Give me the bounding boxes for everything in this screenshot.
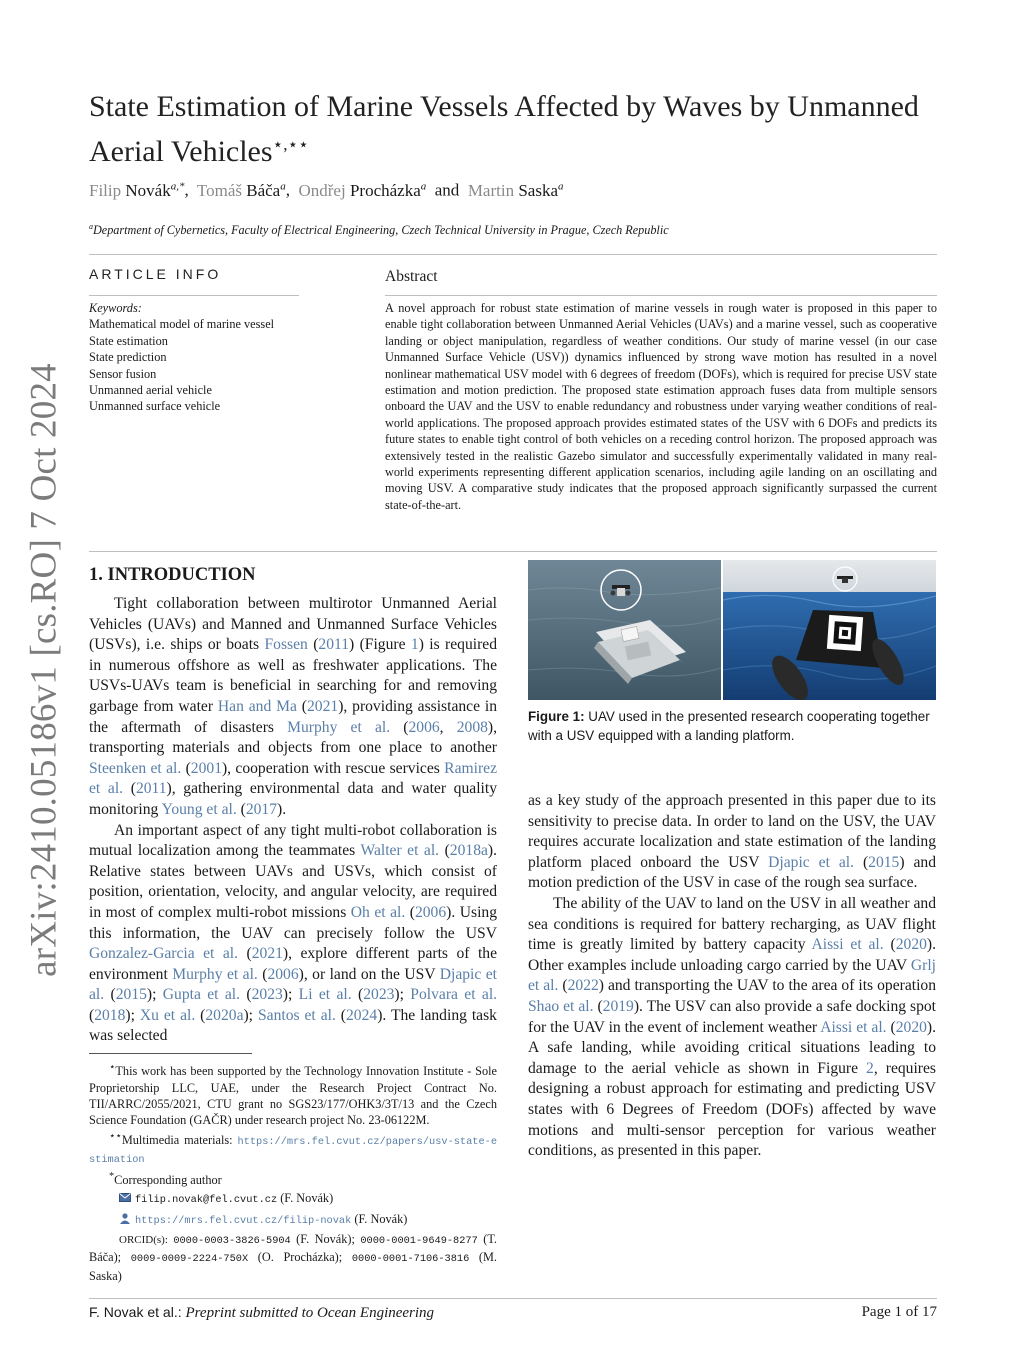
email-line: filip.novak@fel.cvut.cz (F. Novák): [89, 1190, 497, 1208]
paper-title: [89, 88, 949, 171]
citation-link[interactable]: 2006: [267, 965, 299, 983]
paragraph: as a key study of the approach presented in this paper due to its sensitivity to precise data. In order to land on the USV, the UAV requires accurate localization and state estimation of the landing platform placed onboard the USV Djapic et al. (2015) and motion prediction of the USV in case of the rough sea surface.: [528, 792, 936, 892]
keyword: Sensor fusion: [89, 366, 157, 381]
citation-link[interactable]: 2001: [190, 759, 222, 777]
article-info-rule: [89, 295, 299, 296]
keyword: Unmanned aerial vehicle: [89, 383, 212, 398]
figure-caption-text: UAV used in the presented research cooperating together with a USV equipped with a landing platform.: [528, 709, 930, 743]
keyword: State estimation: [89, 333, 168, 348]
abstract-text: A novel approach for robust state estimation of marine vessels in rough water is proposed in this paper to enable tight collaboration between Unmanned Aerial Vehicles (UAVs) and a marine vessel, such as cooperative landing or object manipulation, regardless of weather conditions. Our study of marine vessel (in our case Unmanned Surface Vehicle (USV)) dynamics influenced by strong wave motion has resulted in a novel nonlinear mathematical USV model with 6 degrees of freedom (DOFs), which is required for precise USV state estimation and motion prediction. The proposed state estimation approach fuses data from multiple sensors onboard the UAV and the USV to enable redundancy and robustness under varying weather conditions of real-world applications. The proposed approach provides estimated states of the USV with 6 DOFs and predicts its future states to enable tight control of both vehicles on a receding control horizon. The proposed approach was extensively tested in the realistic Gazebo simulator and successfully experimentally validated in many real-world experiments representing different application scenarios, including agile landing on an oscillating and moving USV. A comparative study indicates that the proposed approach significantly surpassed the current state-of-the-art.: [385, 301, 937, 512]
citation-link[interactable]: 2023: [251, 986, 283, 1004]
citation-link[interactable]: Gonzalez-Garcia et al.: [89, 945, 239, 963]
paragraph: Tight collaboration between multirotor Unmanned Aerial Vehicles (UAVs) and Manned and Unmanned Surface Vehicles (USVs), i.e. ships or boats Fossen (2011) (Figure 1) is required in numerous offshore as well as freshwater applications. The USVs-UAVs team is beneficial in searching for and removing garbage from water Han and Ma (2021), providing assistance in the aftermath of disasters Murphy et al. (2006, 2008), transporting materials and objects from one place to another Steenken et al. (2001), cooperation with rescue services Ramirez et al. (2011), gathering environmental data and water quality monitoring Young et al. (2017).: [89, 595, 498, 818]
citation-link[interactable]: 2023: [363, 986, 395, 1004]
intro-left-column: [89, 594, 497, 1047]
keyword: Unmanned surface vehicle: [89, 399, 221, 414]
section-heading: 1. INTRODUCTION: [89, 565, 256, 585]
citation-link[interactable]: Walter et al.: [360, 842, 440, 860]
citation-link[interactable]: Aissi et al.: [820, 1018, 887, 1036]
citation-link[interactable]: 2020: [895, 936, 927, 954]
citation-link[interactable]: 2021: [251, 945, 283, 963]
citation-link[interactable]: Gupta et al.: [162, 986, 241, 1004]
citation-link[interactable]: Han and Ma: [217, 697, 297, 715]
citation-link[interactable]: Steenken et al.: [89, 759, 182, 777]
intro-right-column: [528, 791, 936, 1162]
multimedia-footnote: ⋆⋆Multimedia materials: https://mrs.fel.cvut.cz/papers/usv-state-estimation: [89, 1130, 498, 1167]
citation-link[interactable]: Li et al.: [298, 986, 352, 1004]
arxiv-stamp: [14, 363, 74, 977]
website-link[interactable]: https://mrs.fel.cvut.cz/filip-novak: [135, 1214, 352, 1227]
citation-link[interactable]: Djapic et al.: [89, 965, 498, 1004]
citation-link[interactable]: 1: [410, 636, 419, 654]
person-icon: [119, 1213, 131, 1224]
citation-link[interactable]: Murphy et al.: [287, 718, 391, 736]
funding-footnote: ⋆This work has been supported by the Technology Innovation Institute - Sole Proprietorship LLC, UAE, under the Research Project Contract No. TII/ARRC/2055/2021, CTU grant no SGS23/177/OHK3/3T/13 and the Czech Science Foundation (GAČR) under research project No. 23-06122M.: [89, 1062, 497, 1128]
affiliation: $^a$Department of Cybernetics, Faculty of Electrical Engineering, Czech Technical University in Prague, Czech Republic: [89, 222, 669, 238]
section-rule: [89, 551, 937, 552]
keyword: State prediction: [89, 350, 167, 365]
citation-link[interactable]: 2006: [408, 718, 440, 736]
paragraph: The ability of the UAV to land on the USV in all weather and sea conditions is required for battery recharging, as UAV flight time is greatly limited by battery capacity Aissi et al. (2020). Other examples include unloading cargo carried by the UAV Grlj et al. (2022) and transporting the UAV to the area of its operation Shao et al. (2019). The USV can also provide a safe docking spot for the UAV in the event of inclement weather Aissi et al. (2020). A safe landing, while avoiding critical situations leading to damage to the aerial vehicle as shown in Figure 2, requires designing a robust approach for estimating and predicting USV states with 6 Degrees of Freedom (DOFs) affected by wave motions and multi-sensor perception for various weather conditions, as presented in this paper.: [528, 894, 937, 1160]
citation-link[interactable]: 2022: [567, 977, 599, 995]
author: Filip Novák$^{a,*}$: [89, 180, 185, 200]
citation-link[interactable]: Polvara et al.: [410, 986, 498, 1004]
author-list: Filip Novák$^{a,*}$, Tomáš Báča$^a$, Ondřej Procházka$^a$ and Martin Saska$^a$: [89, 180, 564, 200]
citation-link[interactable]: Aissi et al.: [811, 936, 884, 954]
orcid-line: ORCID(s): 0000-0003-3826-5904 (F. Novák); 0000-0001-9649-8277 (T. Báča); 0009-0009-2224-750X (O. Procházka); 0000-0001-7106-3816 (M. Saska): [89, 1231, 497, 1283]
citation-link[interactable]: Djapic et al.: [768, 853, 855, 871]
paragraph: An important aspect of any tight multi-robot collaboration is mutual localization among the teammates Walter et al. (2018a). Relative states between UAVs and USVs, which consist of position, orientation, velocity, and angular velocity, are required in most of complex multi-robot missions Oh et al. (2006). Using this information, the UAV can precisely follow the USV Gonzalez-Garcia et al. (2021), explore different parts of the environment Murphy et al. (2006), or land on the USV Djapic et al. (2015); Gupta et al. (2023); Li et al. (2023); Polvara et al. (2018); Xu et al. (2020a); Santos et al. (2024). The landing task was selected: [89, 821, 498, 1045]
citation-link[interactable]: Murphy et al.: [172, 965, 258, 983]
author: Martin Saska$^a$: [467, 180, 564, 200]
citation-link[interactable]: 2: [866, 1059, 874, 1077]
citation-link[interactable]: Xu et al.: [139, 1006, 196, 1024]
citation-link[interactable]: 2018: [94, 1006, 126, 1024]
email-link[interactable]: filip.novak@fel.cvut.cz: [135, 1194, 278, 1207]
keyword-list: [89, 316, 274, 414]
running-footer: F. Novak et al.: Preprint submitted to Ocean Engineering: [89, 1304, 435, 1321]
author: Tomáš Báča$^a$: [196, 180, 286, 200]
citation-link[interactable]: Young et al.: [161, 800, 237, 818]
citation-link[interactable]: 2015: [115, 986, 147, 1004]
citation-link[interactable]: 2018a: [449, 842, 488, 860]
citation-link[interactable]: Santos et al.: [257, 1006, 336, 1024]
figure-1-image: [528, 560, 936, 700]
citation-link[interactable]: Shao et al.: [528, 997, 594, 1015]
envelope-icon: [119, 1192, 131, 1203]
citation-link[interactable]: 2020a: [205, 1006, 244, 1024]
citation-link[interactable]: 2024: [346, 1006, 378, 1024]
citation-link[interactable]: Grlj et al.: [528, 956, 936, 995]
figure-1-caption: [528, 707, 936, 745]
abstract-heading: Abstract: [385, 268, 438, 285]
footnote-rule: [89, 1053, 252, 1054]
citation-link[interactable]: 2006: [414, 903, 447, 921]
website-line: https://mrs.fel.cvut.cz/filip-novak (F. Novák): [89, 1211, 497, 1229]
author: Ondřej Procházka$^a$: [298, 180, 427, 200]
keyword: Mathematical model of marine vessel: [89, 317, 275, 332]
figure-1-photos: [528, 560, 936, 700]
article-info-heading: ARTICLE INFO: [89, 266, 222, 282]
title-footnote-marks: ⋆,⋆⋆: [272, 135, 309, 154]
citation-link[interactable]: 2015: [868, 853, 900, 871]
header-rule: [89, 254, 937, 255]
citation-link[interactable]: 2011: [318, 636, 350, 654]
citation-link[interactable]: Ramirez et al.: [89, 759, 497, 798]
arxiv-id: arXiv:2410.05186v1 [cs.RO] 7 Oct 2024: [23, 363, 65, 977]
footnotes: [89, 1060, 497, 1284]
citation-link[interactable]: Oh et al.: [350, 903, 406, 921]
citation-link[interactable]: 2011: [135, 780, 167, 798]
citation-link[interactable]: 2008: [456, 718, 488, 736]
multimedia-link[interactable]: https://mrs.fel.cvut.cz/papers/usv-state-estimation: [89, 1135, 498, 1167]
page-number: Page 1 of 17: [861, 1304, 937, 1320]
citation-link[interactable]: 2017: [245, 800, 277, 818]
footer-rule: [89, 1298, 937, 1299]
corresponding-author: *Corresponding author: [109, 1170, 222, 1187]
keywords-label: Keywords:: [89, 301, 142, 315]
paper-title-text: State Estimation of Marine Vessels Affected by Waves by Unmanned Aerial Vehicles: [89, 90, 919, 168]
abstract-rule: [385, 295, 937, 296]
authors-conjunction: and: [434, 180, 460, 200]
figure-label: Figure 1:: [528, 709, 585, 724]
citation-link[interactable]: Fossen: [264, 636, 308, 654]
citation-link[interactable]: 2019: [602, 997, 634, 1015]
keywords: [89, 300, 274, 415]
citation-link[interactable]: 2020: [895, 1018, 927, 1036]
citation-link[interactable]: 2021: [307, 697, 339, 715]
